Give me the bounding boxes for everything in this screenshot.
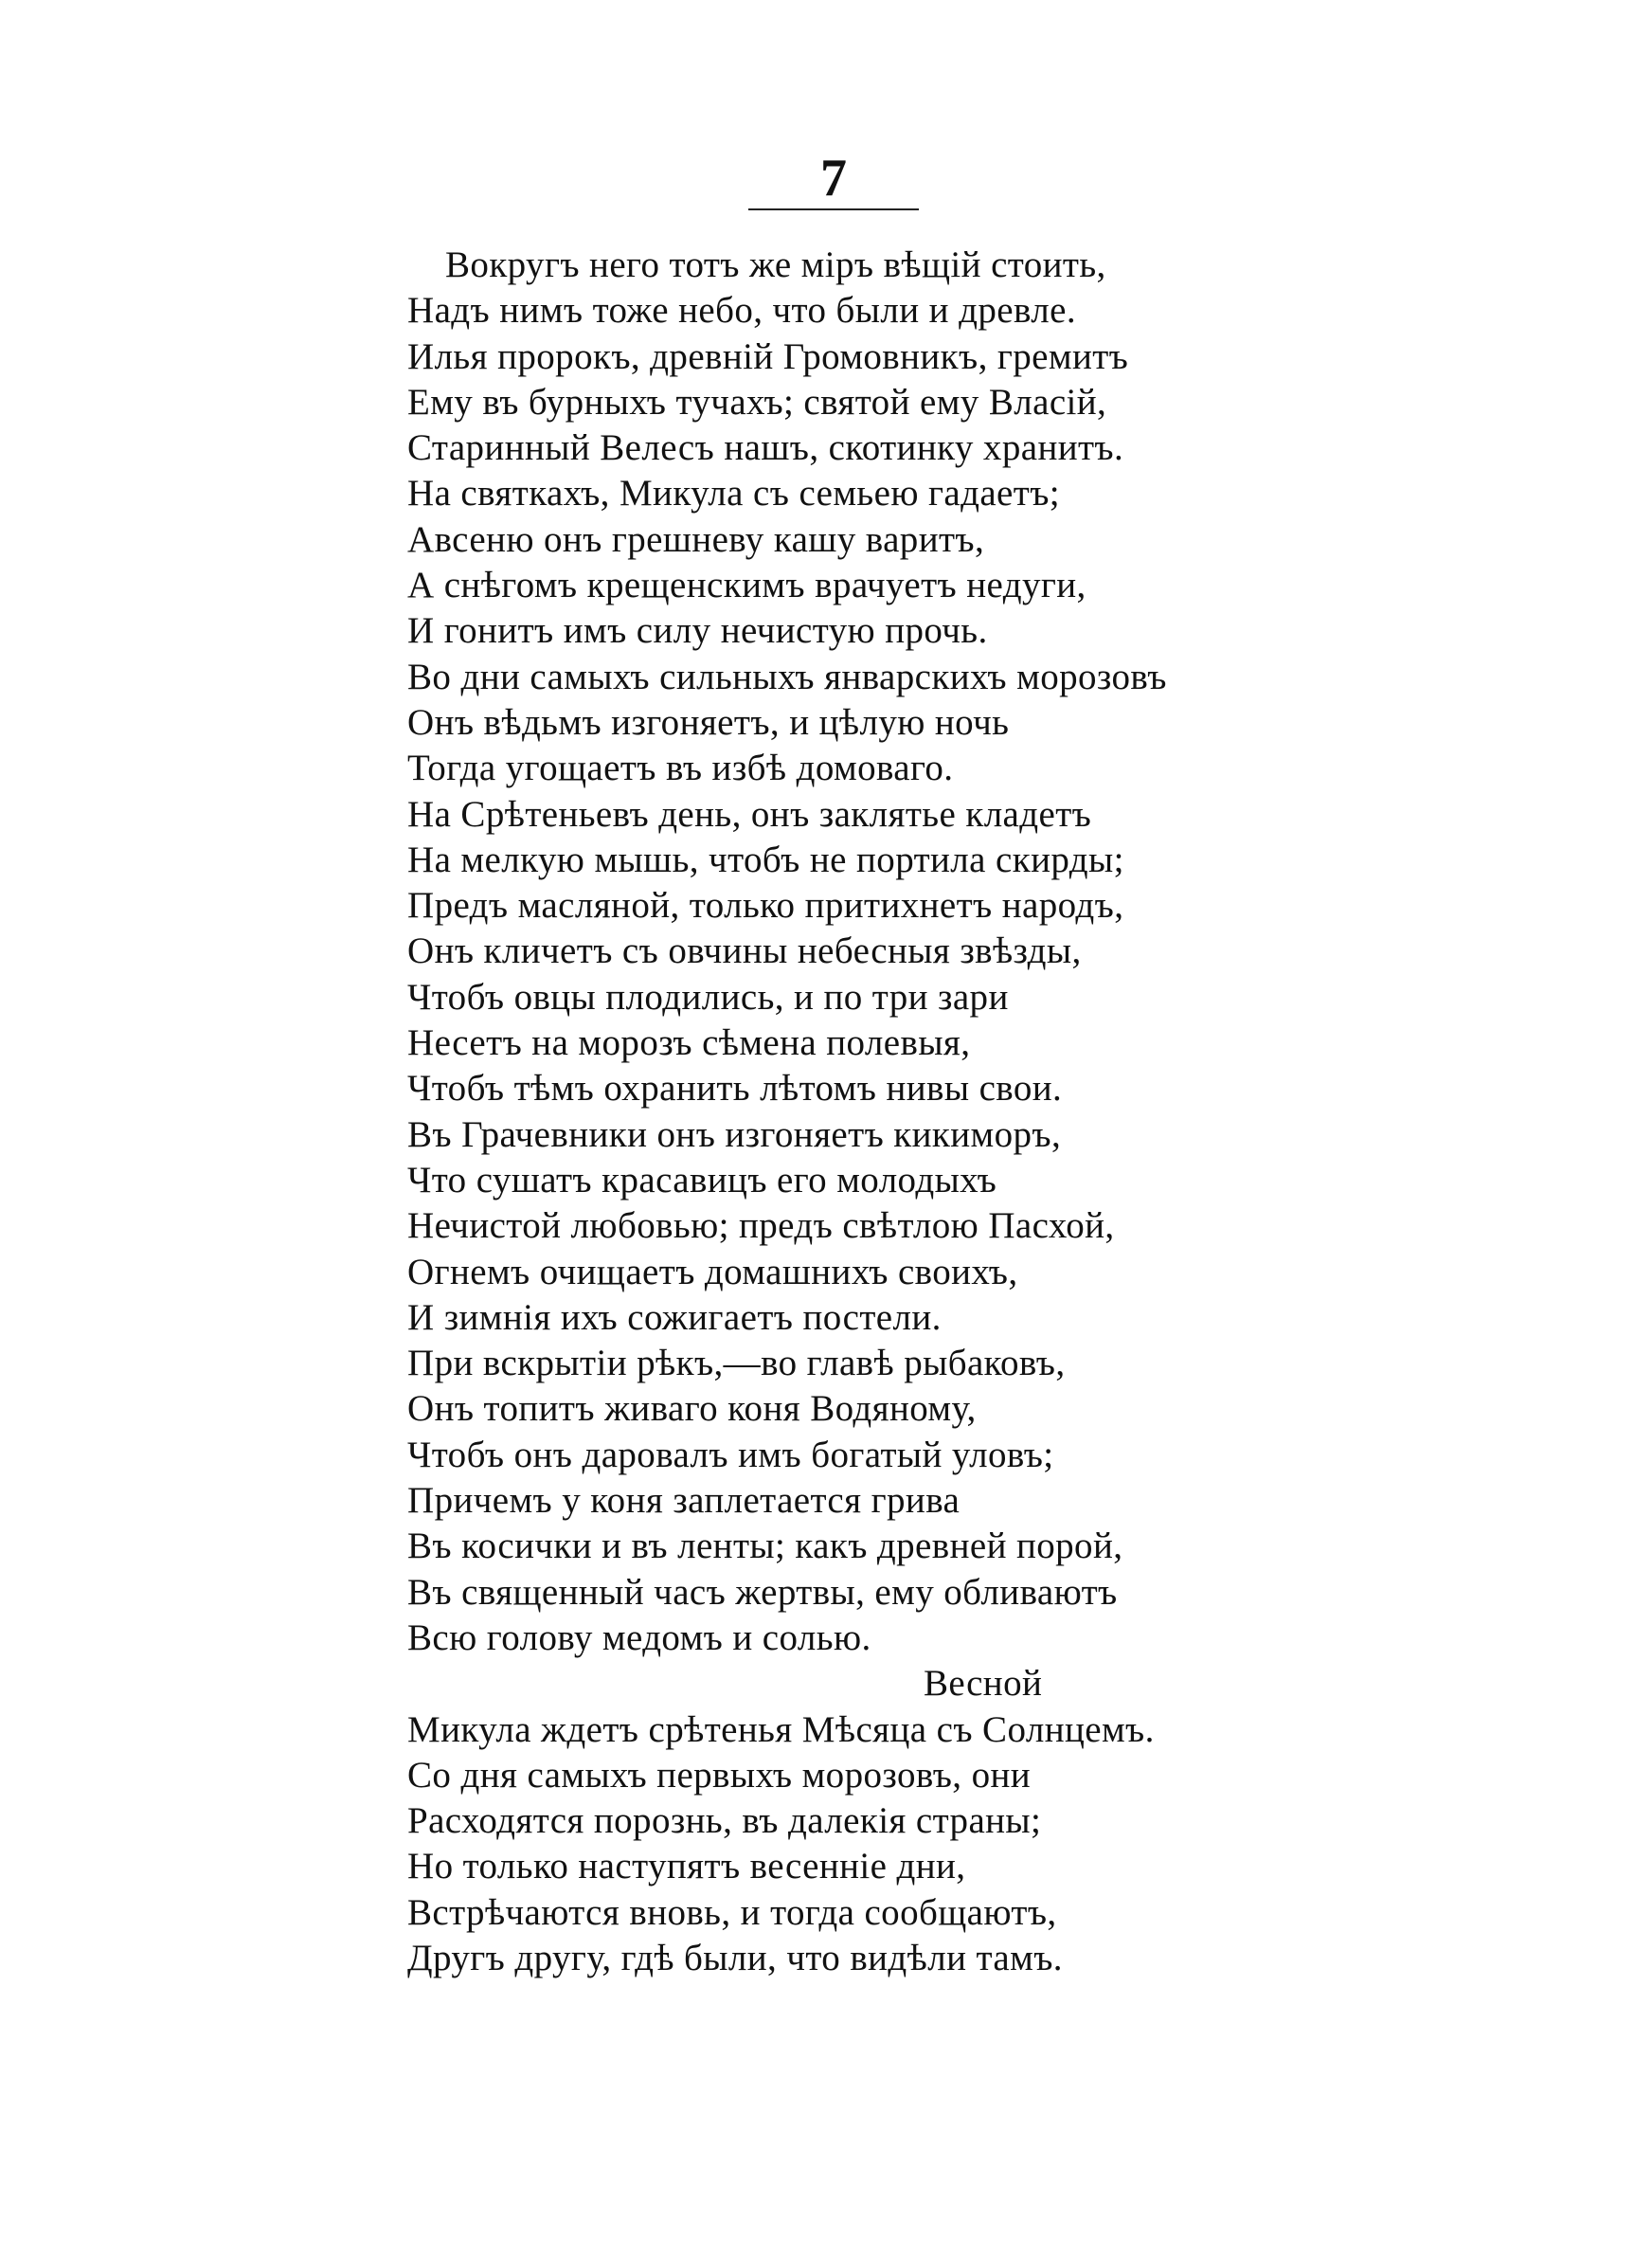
verse-line: Встрѣчаются вновь, и тогда сообщаютъ, [407,1891,1057,1933]
verse-line: И гонитъ имъ силу нечистую прочь. [407,610,988,652]
verse-line: Предъ масляной, только притихнетъ народъ, [407,885,1124,927]
verse-line: При вскрытіи рѣкъ,—во главѣ рыбаковъ, [407,1343,1066,1384]
verse-line-continuation: Весной [924,1663,1043,1705]
verse-line: Другъ другу, гдѣ были, что видѣли тамъ. [407,1937,1063,1978]
verse-line: Микула ждетъ срѣтенья Мѣсяца съ Солнцемъ. [407,1708,1155,1750]
verse-line: И зимнія ихъ сожигаетъ постели. [407,1296,942,1338]
verse-line: Старинный Велесъ нашъ, скотинку хранитъ. [407,427,1124,469]
verse-line: Во дни самыхъ сильныхъ январскихъ морозовъ [407,656,1167,697]
verse-line: На мелкую мышь, чтобъ не портила скирды; [407,839,1124,880]
verse-line: Чтобъ онъ даровалъ имъ богатый уловъ; [407,1434,1054,1475]
verse-line: Вокругъ него тотъ же міръ вѣщій стоить, [445,244,1106,285]
verse-line: Онъ топитъ живаго коня Водяному, [407,1388,977,1430]
verse-line: Въ косички и въ ленты; какъ древней порой, [407,1526,1123,1567]
verse-line: Но только наступятъ весенніе дни, [407,1846,966,1887]
verse-line: Несетъ на морозъ сѣмена полевыя, [407,1022,971,1064]
verse-line: Что сушатъ красавицъ его молодыхъ [407,1159,997,1201]
verse-line: Ему въ бурныхъ тучахъ; святой ему Власій, [407,381,1107,423]
poem-text [407,243,1355,1981]
page-header [748,150,919,216]
verse-line: А снѣгомъ крещенскимъ врачуетъ недуги, [407,565,1086,606]
verse-line: Всю голову медомъ и солью. [407,1616,871,1658]
verse-line: Чтобъ тѣмъ охранить лѣтомъ нивы свои. [407,1068,1063,1110]
verse-line: Онъ вѣдьмъ изгоняетъ, и цѣлую ночь [407,701,1010,743]
verse-line: Нечистой любовью; предъ свѣтлою Пасхой, [407,1205,1115,1247]
verse-line: Надъ нимъ тоже небо, что были и древле. [407,290,1076,332]
verse-line: Тогда угощаетъ въ избѣ домоваго. [407,748,954,789]
verse-line: На Срѣтеньевъ день, онъ заклятье кладетъ [407,793,1092,835]
verse-line: Расходятся порознь, въ далекія страны; [407,1800,1042,1842]
verse-line: Въ Грачевники онъ изгоняетъ кикиморъ, [407,1113,1062,1155]
verse-line: Со дня самыхъ первыхъ морозовъ, они [407,1754,1032,1796]
verse-line: Огнемъ очищаетъ домашнихъ своихъ, [407,1251,1018,1292]
verse-line: На святкахъ, Микула съ семьею гадаетъ; [407,473,1061,515]
verse-line: Илья пророкъ, древній Громовникъ, гремитъ [407,335,1129,377]
verse-line: Онъ кличетъ съ овчины небесныя звѣзды, [407,930,1082,972]
verse-line: Авсеню онъ грешневу кашу варитъ, [407,518,985,560]
verse-line: Чтобъ овцы плодились, и по три зари [407,976,1009,1018]
header-rule [748,208,919,210]
verse-line: Причемъ у коня заплетается грива [407,1480,961,1522]
page-number: 7 [820,149,847,208]
verse-line: Въ священный часъ жертвы, ему обливаютъ [407,1571,1118,1613]
